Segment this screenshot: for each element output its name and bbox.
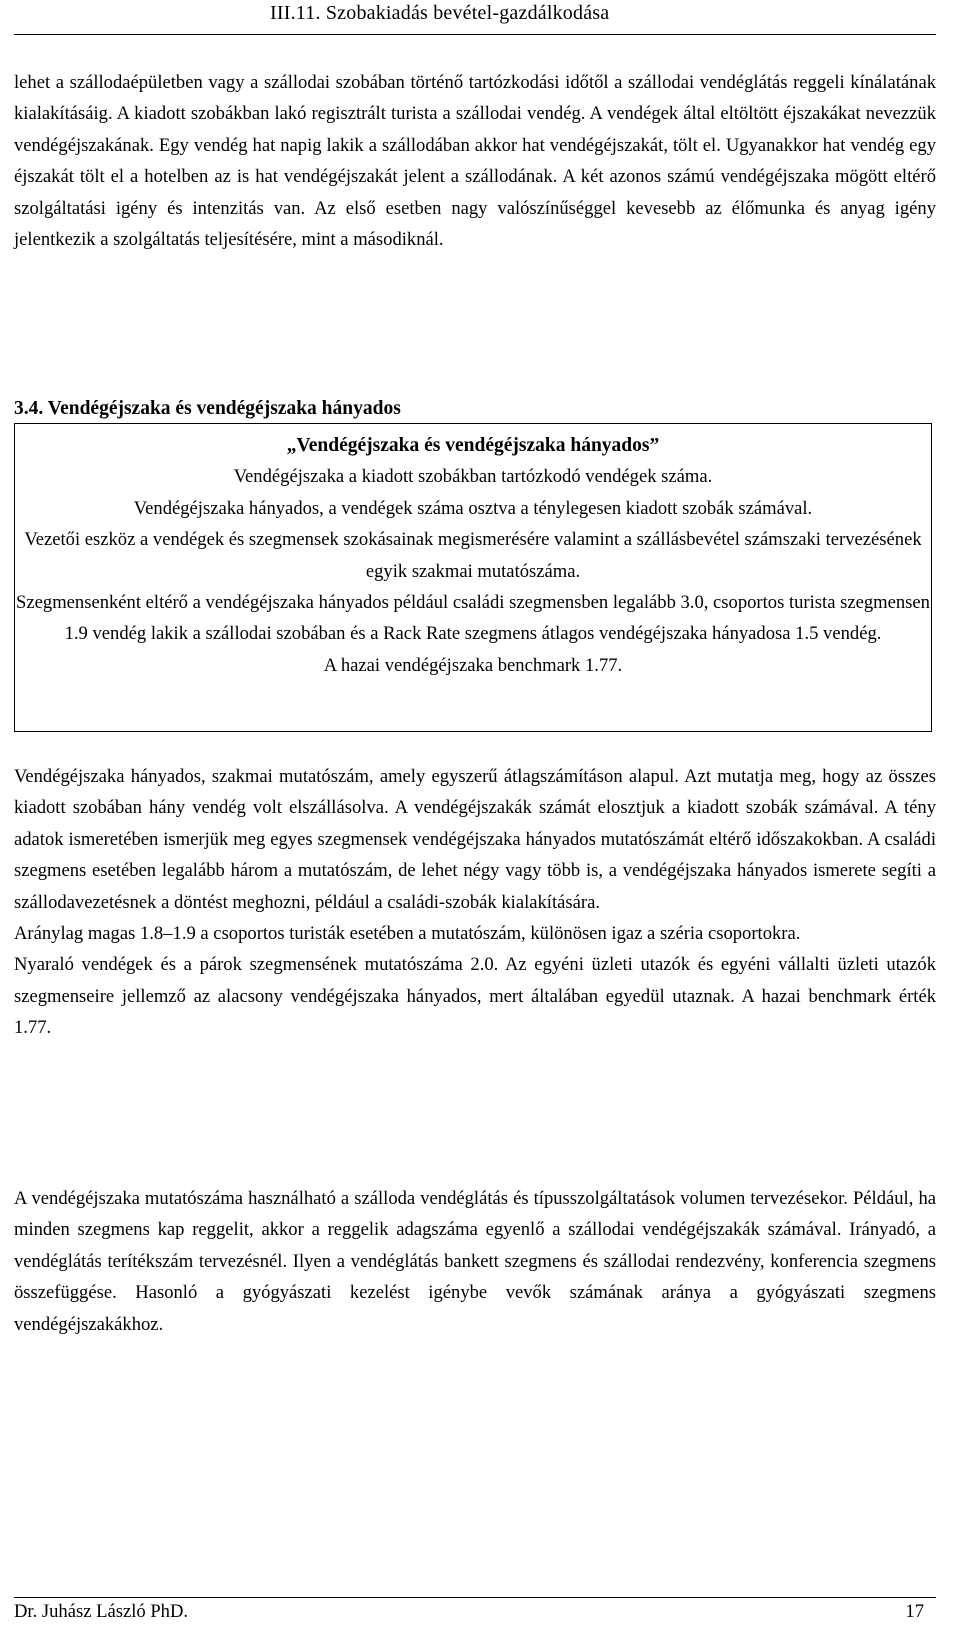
body-paragraph: Nyaraló vendégek és a párok szegmensének mutatószáma 2.0. Az egyéni üzleti utazók és egyéni vállalti üzleti utazók szegmenseire jellemző az alacsony vendégéjszaka hányados, mert általában egyedül utaznak. A hazai benchmark érték 1.77. (14, 954, 936, 1039)
body-paragraph: Aránylag magas 1.8–1.9 a csoportos turisták esetében a mutatószám, különösen igaz a széria csoportokra. (14, 923, 801, 945)
definition-line: Vezetői eszköz a vendégek és szegmensek szokásainak megismerésére valamint a szállásbevétel számszaki tervezésének egyik szakmai mutatószáma. (24, 529, 922, 582)
definition-box-title: „Vendégéjszaka és vendégéjszaka hányados” (286, 435, 660, 456)
body-section-1 (14, 761, 936, 1044)
body-paragraph: A vendégéjszaka mutatószáma használható a szálloda vendéglátás és típusszolgáltatások volumen tervezésekor. Például, ha minden szegmens kap reggelit, akkor a reggelik adagszáma egyenlő a szállodai vendégéjszakák számával. Irányadó, a vendéglátás terítékszám tervezésnél. Ilyen a vendéglátás bankett szegmens és szállodai rendezvény, konferencia szegmens összefüggése. Hasonló a gyógyászati kezelést igénybe vevők számának aránya a gyógyászati szegmens vendégéjszakákhoz. (14, 1188, 936, 1335)
definition-box (14, 423, 932, 732)
section-heading: 3.4. Vendégéjszaka és vendégéjszaka hányados (14, 398, 401, 419)
intro-paragraph: lehet a szállodaépületben vagy a szállodai szobában történő tartózkodási időtől a szállodai vendéglátás reggeli kínálatának kialakításáig. A kiadott szobákban lakó regisztrált turista a szállodai vendég. A vendégek által eltöltött éjszakákat nevezzük vendégéjszakának. Egy vendég hat napig lakik a szállodában akkor hat vendégéjszakát, tölt el. Ugyanakkor hat vendég egy éjszakát tölt el a hotelben az is hat vendégéjszakát jelent a szállodának. A két azonos számú vendégéjszaka mögött eltérő szolgáltatási igény és intenzitás van. Az első esetben nagy valószínűséggel kevesebb az élőmunka és anyag igény jelentkezik a szolgáltatás teljesítésére, mint a másodiknál. (14, 72, 936, 251)
definition-line: Szegmensenként eltérő a vendégéjszaka hányados például családi szegmensben legalább 3.0, csoportos turista szegmensen 1.9 vendég lakik a szállodai szobában és a Rack Rate szegmens átlagos vendégéjszaka hányadosa 1.5 vendég. (16, 592, 930, 645)
body-section-2 (14, 1183, 936, 1340)
definition-line: A hazai vendégéjszaka benchmark 1.77. (323, 654, 623, 676)
running-header: III.11. Szobakiadás bevétel-gazdálkodása (270, 2, 610, 24)
footer-author: Dr. Juhász László PhD. (14, 1601, 189, 1622)
body-paragraph: Vendégéjszaka hányados, szakmai mutatószám, amely egyszerű átlagszámításon alapul. Azt mutatja meg, hogy az összes kiadott szobában hány vendég volt elszállásolva. A vendégéjszakák számát elosztjuk a kiadott szobák számával. A tény adatok ismeretében ismerjük meg egyes szegmensek vendégéjszaka hányados mutatószámát eltérő időszakokban. A családi szegmens esetében legalább három a mutatószám, de lehet négy vagy több is, a vendégéjszaka hányados ismerete segíti a szállodavezetésnek a döntést meghozni, például a családi-szobák kialakítására. (14, 766, 936, 913)
intro-section (14, 67, 936, 255)
header-rule (14, 34, 936, 35)
definition-line: Vendégéjszaka hányados, a vendégek száma osztva a ténylegesen kiadott szobák számával. (133, 497, 813, 519)
page-number: 17 (905, 1601, 924, 1622)
definition-line: Vendégéjszaka a kiadott szobákban tartózkodó vendégek száma. (233, 466, 713, 488)
footer-rule (14, 1597, 936, 1598)
